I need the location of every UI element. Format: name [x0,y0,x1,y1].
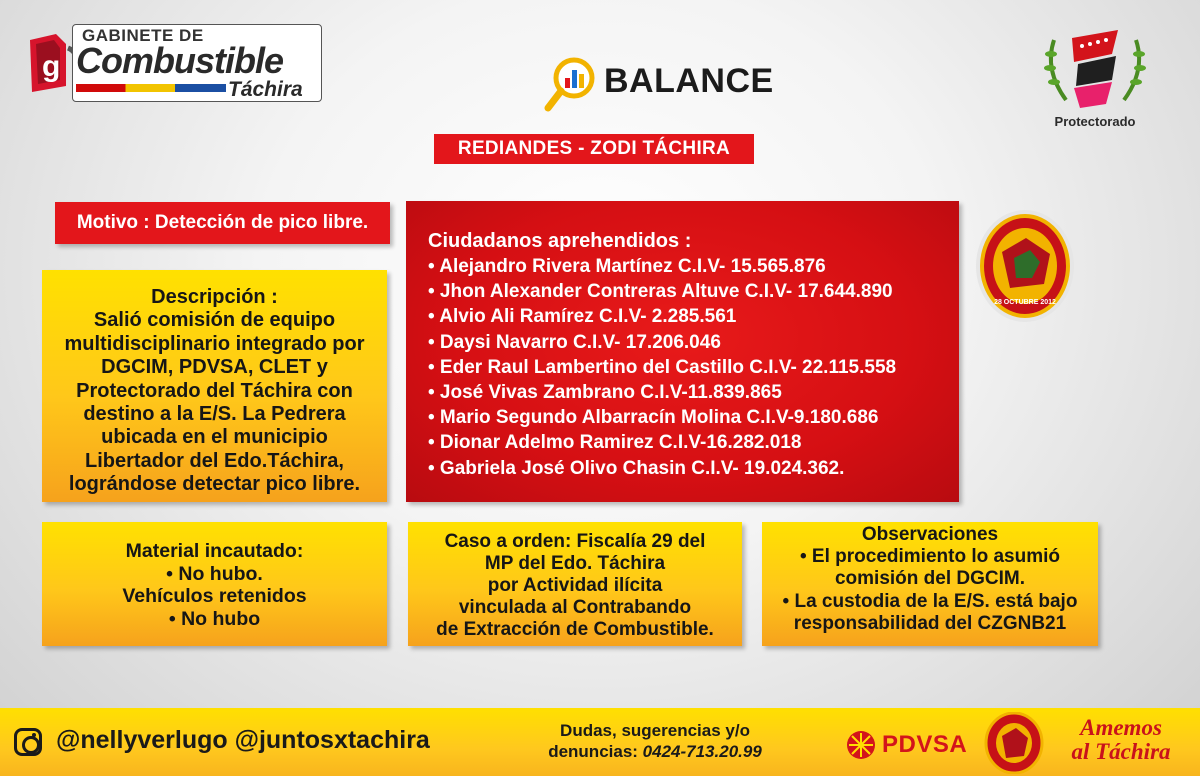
amemos-tachira-logo [1056,716,1186,764]
combustible-logo [22,24,322,104]
caso-box [408,522,742,646]
contact-info [520,720,790,762]
observaciones-line2: • El procedimiento lo asumió [799,546,1061,568]
list-item: • Mario Segundo Albarracín Molina C.I.V-9.180.686 [428,407,879,429]
protectorado-logo [1040,20,1150,130]
footer-bar [0,708,1200,776]
list-item: • Eder Raul Lambertino del Castillo C.I.V- 22.115.558 [428,356,897,378]
observaciones-line4: • La custodia de la E/S. está bajo [782,590,1078,612]
observaciones-box [762,522,1098,646]
zodi-seal-icon [974,208,1076,324]
caso-line2: MP del Edo. Táchira [484,553,666,574]
observaciones-heading: Observaciones [861,524,999,545]
list-item: • Gabriela José Olivo Chasin C.I.V- 19.024.362. [428,457,845,479]
logo-line2: Combustible [76,40,284,81]
caso-line3: por Actividad ilícita [487,575,663,596]
aprehendidos-list [428,254,959,481]
contact-label: denuncias: [548,742,643,761]
contact-line1: Dudas, sugerencias y/o [560,721,750,740]
contact-line2 [520,741,790,762]
list-item: • Daysi Navarro C.I.V- 17.206.046 [428,331,721,353]
descripcion-box [42,270,387,502]
material-line1: Material incautado: [125,540,304,562]
svg-text:g: g [42,50,61,83]
observaciones-line3: comisión del DGCIM. [834,568,1026,590]
subtitle-banner: REDIANDES - ZODI TÁCHIRA [434,134,754,164]
material-line3: Vehículos retenidos [122,585,307,607]
descripcion-emphasis: lográndose detectar pico libre. [68,473,361,496]
contact-phone[interactable]: 0424-713.20.99 [642,742,762,761]
protectorado-label: Protectorado [1054,114,1136,129]
amemos-line1: Amemos [1080,715,1162,740]
footer-seal-icon [984,712,1044,774]
material-box [42,522,387,646]
aprehendidos-heading: Ciudadanos aprehendidos : [428,230,692,252]
list-item: • José Vivas Zambrano C.I.V-11.839.865 [428,382,782,404]
amemos-line2: al Táchira [1071,739,1171,764]
instagram-icon [14,728,42,756]
descripcion-heading: Descripción : [151,286,278,308]
list-item: • Alvio Ali Ramírez C.I.V- 2.285.561 [428,306,737,328]
page-title: BALANCE [604,62,774,100]
list-item: • Dionar Adelmo Ramirez C.I.V-16.282.018 [428,432,802,454]
caso-line5: de Extracción de Combustible. [436,619,714,640]
list-item: • Alejandro Rivera Martínez C.I.V- 15.565.876 [428,256,826,277]
pdvsa-sun-icon [846,730,876,760]
material-line2: • No hubo. [166,562,263,585]
list-item: • Jhon Alexander Contreras Altuve C.I.V- 17.644.890 [428,281,893,303]
social-handles[interactable]: @nellyverlugo @juntosxtachira [56,726,430,754]
magnifier-chart-icon [544,54,602,114]
aprehendidos-box [406,201,959,502]
caso-line1: Caso a orden: Fiscalía 29 del [444,531,706,552]
descripcion-body: Salió comisión de equipo multidisciplinario integrado por DGCIM, PDVSA, CLET y Protectorado del Táchira con destino a la E/S. La Pedrera ubicada en el municipio Libertador del Edo.Táchira, [64,309,365,472]
logo-line1: GABINETE DE [82,26,204,45]
motivo-banner: Motivo : Detección de pico libre. [55,202,390,244]
logo-flag-stripe [76,84,226,92]
laurel-flag-icon [1040,20,1150,114]
observaciones-line5: responsabilidad del CZGNB21 [793,612,1067,634]
pdvsa-text: PDVSA [882,731,968,758]
caso-line4: vinculada al Contrabando [458,597,692,618]
pdvsa-logo [846,730,967,760]
material-line4: • No hubo [168,607,261,630]
seal-caption: 28 OCTUBRE 2012 [994,299,1056,306]
logo-line3: Táchira [228,78,303,101]
